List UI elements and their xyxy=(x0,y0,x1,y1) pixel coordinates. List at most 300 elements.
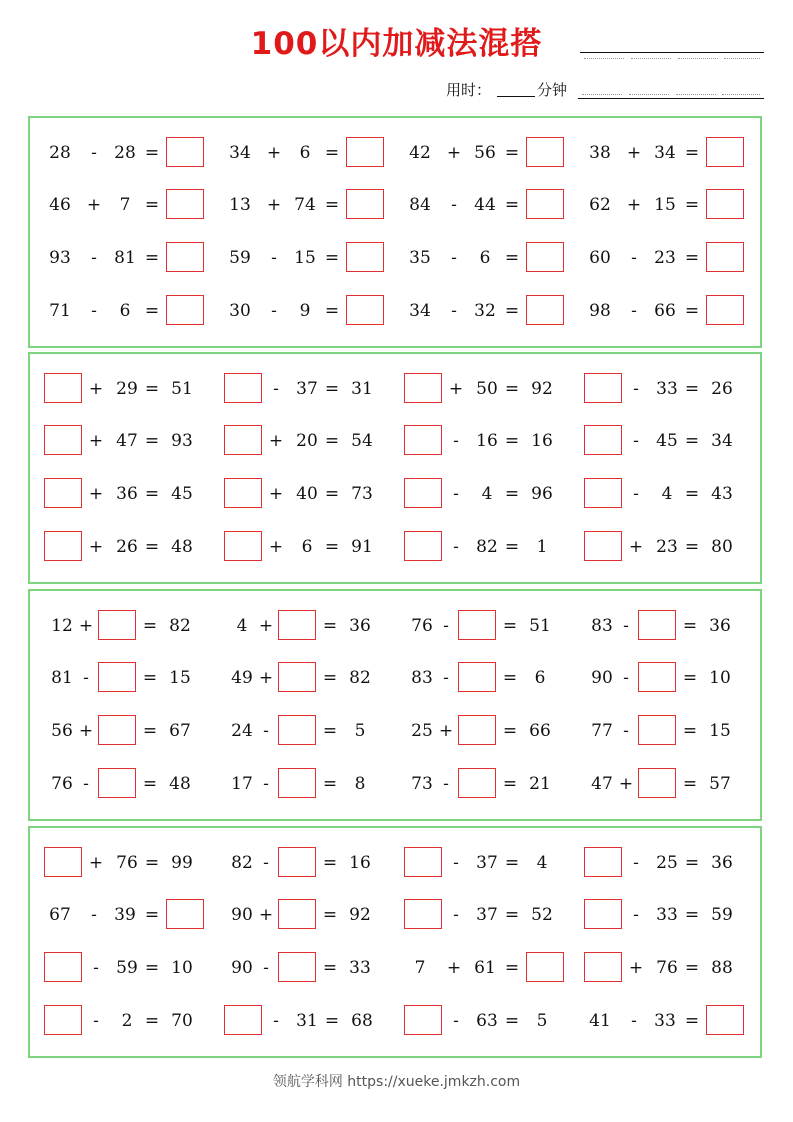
number: 45 xyxy=(171,484,193,504)
number: 50 xyxy=(476,379,498,399)
problem-row xyxy=(30,1005,760,1037)
number: 98 xyxy=(589,301,611,321)
answer-box[interactable] xyxy=(584,478,622,508)
answer-box[interactable] xyxy=(706,189,744,219)
answer-box[interactable] xyxy=(458,662,496,692)
problem-row xyxy=(30,531,760,563)
equation xyxy=(404,847,584,879)
time-unit: 分钟 xyxy=(537,81,568,99)
number: 81 xyxy=(51,668,73,688)
equation xyxy=(224,662,404,694)
answer-box[interactable] xyxy=(458,610,496,640)
number: 70 xyxy=(171,1011,193,1031)
operator: - xyxy=(633,484,639,504)
equals-sign: = xyxy=(504,379,520,399)
operator: + xyxy=(628,958,644,978)
operator: - xyxy=(451,301,457,321)
answer-box[interactable] xyxy=(224,425,262,455)
equation xyxy=(404,531,584,563)
answer-box[interactable] xyxy=(458,768,496,798)
equals-sign: = xyxy=(322,958,338,978)
equals-sign: = xyxy=(504,905,520,925)
equation xyxy=(44,847,224,879)
answer-box[interactable] xyxy=(584,425,622,455)
equation xyxy=(44,295,224,327)
answer-box[interactable] xyxy=(98,662,136,692)
equation xyxy=(224,768,404,800)
number: 5 xyxy=(536,1011,548,1031)
operator: - xyxy=(623,668,629,688)
problem-row xyxy=(30,899,760,931)
problem-row xyxy=(30,662,760,694)
answer-box[interactable] xyxy=(584,373,622,403)
operator: + xyxy=(266,195,282,215)
number: 83 xyxy=(411,668,433,688)
dotted-rule xyxy=(584,58,624,59)
number: 4 xyxy=(661,484,673,504)
operator: - xyxy=(443,774,449,794)
equation xyxy=(584,768,764,800)
number: 81 xyxy=(114,248,136,268)
answer-box[interactable] xyxy=(224,531,262,561)
number: 76 xyxy=(411,616,433,636)
answer-box[interactable] xyxy=(166,189,204,219)
equation xyxy=(224,425,404,457)
answer-box[interactable] xyxy=(346,189,384,219)
problem-row xyxy=(30,478,760,510)
equation xyxy=(224,531,404,563)
equals-sign: = xyxy=(504,853,520,873)
operator: + xyxy=(86,195,102,215)
number: 51 xyxy=(529,616,551,636)
answer-box[interactable] xyxy=(278,899,316,929)
equation xyxy=(404,899,584,931)
equation xyxy=(584,373,764,405)
equals-sign: = xyxy=(322,905,338,925)
equation xyxy=(224,373,404,405)
operator: + xyxy=(446,143,462,163)
answer-box[interactable] xyxy=(584,952,622,982)
equation xyxy=(224,478,404,510)
number: 6 xyxy=(534,668,546,688)
number: 31 xyxy=(351,379,373,399)
answer-box[interactable] xyxy=(98,715,136,745)
number: 73 xyxy=(351,484,373,504)
dotted-rule xyxy=(676,94,716,95)
answer-box[interactable] xyxy=(278,662,316,692)
operator: + xyxy=(268,484,284,504)
number: 67 xyxy=(169,721,191,741)
number: 48 xyxy=(169,774,191,794)
operator: - xyxy=(271,301,277,321)
answer-box[interactable] xyxy=(44,952,82,982)
number: 37 xyxy=(296,379,318,399)
number: 74 xyxy=(294,195,316,215)
equation xyxy=(224,242,404,274)
operator: + xyxy=(626,143,642,163)
dotted-rule xyxy=(722,94,760,95)
equals-sign: = xyxy=(144,301,160,321)
answer-box[interactable] xyxy=(44,847,82,877)
number: 60 xyxy=(589,248,611,268)
dotted-rule xyxy=(631,58,671,59)
equals-sign: = xyxy=(324,537,340,557)
equals-sign: = xyxy=(144,537,160,557)
answer-box[interactable] xyxy=(166,295,204,325)
answer-box[interactable] xyxy=(526,295,564,325)
equation xyxy=(44,531,224,563)
operator: + xyxy=(258,668,274,688)
number: 20 xyxy=(296,431,318,451)
answer-box[interactable] xyxy=(166,899,204,929)
number: 90 xyxy=(231,958,253,978)
operator: - xyxy=(83,668,89,688)
problem-row xyxy=(30,373,760,405)
equation xyxy=(44,189,224,221)
equals-sign: = xyxy=(144,958,160,978)
equals-sign: = xyxy=(684,143,700,163)
operator: + xyxy=(258,905,274,925)
number: 62 xyxy=(589,195,611,215)
number: 91 xyxy=(351,537,373,557)
number: 82 xyxy=(169,616,191,636)
number: 16 xyxy=(349,853,371,873)
equals-sign: = xyxy=(504,431,520,451)
number: 5 xyxy=(354,721,366,741)
operator: - xyxy=(263,958,269,978)
equals-sign: = xyxy=(144,905,160,925)
operator: - xyxy=(271,248,277,268)
number: 36 xyxy=(709,616,731,636)
equals-sign: = xyxy=(504,537,520,557)
answer-box[interactable] xyxy=(278,610,316,640)
equation xyxy=(584,847,764,879)
number: 59 xyxy=(229,248,251,268)
equals-sign: = xyxy=(504,195,520,215)
number: 82 xyxy=(231,853,253,873)
answer-box[interactable] xyxy=(526,242,564,272)
time-blank[interactable] xyxy=(497,96,535,97)
number: 36 xyxy=(349,616,371,636)
equals-sign: = xyxy=(684,195,700,215)
number: 51 xyxy=(171,379,193,399)
answer-box[interactable] xyxy=(44,531,82,561)
time-line[interactable] xyxy=(578,98,764,99)
number: 4 xyxy=(536,853,548,873)
equation xyxy=(404,952,584,984)
operator: - xyxy=(451,248,457,268)
number: 68 xyxy=(351,1011,373,1031)
operator: - xyxy=(93,958,99,978)
equation xyxy=(224,899,404,931)
number: 29 xyxy=(116,379,138,399)
number: 99 xyxy=(171,853,193,873)
number: 41 xyxy=(589,1011,611,1031)
number: 26 xyxy=(116,537,138,557)
answer-box[interactable] xyxy=(404,478,442,508)
answer-box[interactable] xyxy=(404,1005,442,1035)
number: 48 xyxy=(171,537,193,557)
number: 25 xyxy=(656,853,678,873)
equation xyxy=(44,899,224,931)
equation xyxy=(224,189,404,221)
operator: - xyxy=(451,195,457,215)
answer-box[interactable] xyxy=(638,610,676,640)
answer-box[interactable] xyxy=(584,847,622,877)
answer-box[interactable] xyxy=(404,899,442,929)
number: 77 xyxy=(591,721,613,741)
equals-sign: = xyxy=(502,721,518,741)
answer-box[interactable] xyxy=(346,137,384,167)
number: 49 xyxy=(231,668,253,688)
number: 59 xyxy=(711,905,733,925)
number: 34 xyxy=(229,143,251,163)
number: 39 xyxy=(114,905,136,925)
answer-box[interactable] xyxy=(706,137,744,167)
number: 52 xyxy=(531,905,553,925)
answer-box[interactable] xyxy=(404,531,442,561)
number: 6 xyxy=(479,248,491,268)
operator: - xyxy=(263,853,269,873)
answer-box[interactable] xyxy=(526,137,564,167)
answer-box[interactable] xyxy=(278,952,316,982)
answer-box[interactable] xyxy=(458,715,496,745)
equation xyxy=(584,189,764,221)
number: 36 xyxy=(711,853,733,873)
equals-sign: = xyxy=(504,301,520,321)
equation xyxy=(44,952,224,984)
operator: - xyxy=(453,431,459,451)
equals-sign: = xyxy=(322,774,338,794)
equation xyxy=(404,189,584,221)
number: 76 xyxy=(51,774,73,794)
equals-sign: = xyxy=(684,484,700,504)
equals-sign: = xyxy=(682,774,698,794)
number: 82 xyxy=(476,537,498,557)
number: 7 xyxy=(414,958,426,978)
operator: - xyxy=(83,774,89,794)
problem-section xyxy=(28,352,762,584)
answer-box[interactable] xyxy=(706,242,744,272)
operator: + xyxy=(448,379,464,399)
equals-sign: = xyxy=(684,958,700,978)
equals-sign: = xyxy=(324,1011,340,1031)
equation xyxy=(224,847,404,879)
number: 67 xyxy=(49,905,71,925)
answer-box[interactable] xyxy=(638,662,676,692)
number: 31 xyxy=(296,1011,318,1031)
equation xyxy=(224,715,404,747)
equals-sign: = xyxy=(322,668,338,688)
name-line[interactable] xyxy=(580,52,764,53)
equation xyxy=(584,425,764,457)
equals-sign: = xyxy=(322,616,338,636)
answer-box[interactable] xyxy=(346,295,384,325)
number: 15 xyxy=(654,195,676,215)
equation xyxy=(584,531,764,563)
answer-box[interactable] xyxy=(346,242,384,272)
number: 47 xyxy=(116,431,138,451)
answer-box[interactable] xyxy=(404,425,442,455)
answer-box[interactable] xyxy=(638,715,676,745)
answer-box[interactable] xyxy=(224,478,262,508)
equation xyxy=(584,952,764,984)
equals-sign: = xyxy=(144,484,160,504)
equals-sign: = xyxy=(324,379,340,399)
equals-sign: = xyxy=(144,379,160,399)
answer-box[interactable] xyxy=(404,847,442,877)
answer-box[interactable] xyxy=(166,137,204,167)
operator: + xyxy=(268,431,284,451)
number: 33 xyxy=(656,905,678,925)
number: 34 xyxy=(654,143,676,163)
operator: + xyxy=(78,721,94,741)
answer-box[interactable] xyxy=(706,295,744,325)
problem-row xyxy=(30,425,760,457)
number: 15 xyxy=(294,248,316,268)
equals-sign: = xyxy=(322,721,338,741)
dotted-rule xyxy=(724,58,760,59)
operator: - xyxy=(623,721,629,741)
answer-box[interactable] xyxy=(166,242,204,272)
operator: - xyxy=(91,248,97,268)
number: 6 xyxy=(301,537,313,557)
equals-sign: = xyxy=(682,721,698,741)
operator: - xyxy=(263,774,269,794)
equals-sign: = xyxy=(684,853,700,873)
number: 15 xyxy=(169,668,191,688)
equals-sign: = xyxy=(144,1011,160,1031)
number: 10 xyxy=(171,958,193,978)
operator: - xyxy=(453,537,459,557)
equals-sign: = xyxy=(684,537,700,557)
equation xyxy=(404,137,584,169)
equation xyxy=(404,425,584,457)
answer-box[interactable] xyxy=(44,478,82,508)
equation xyxy=(44,478,224,510)
problem-row xyxy=(30,242,760,274)
number: 34 xyxy=(711,431,733,451)
equation xyxy=(404,768,584,800)
operator: + xyxy=(266,143,282,163)
equation xyxy=(224,137,404,169)
operator: - xyxy=(631,301,637,321)
operator: - xyxy=(91,301,97,321)
answer-box[interactable] xyxy=(98,768,136,798)
equation xyxy=(44,662,224,694)
answer-box[interactable] xyxy=(706,1005,744,1035)
answer-box[interactable] xyxy=(638,768,676,798)
number: 36 xyxy=(116,484,138,504)
answer-box[interactable] xyxy=(584,531,622,561)
number: 1 xyxy=(536,537,548,557)
equals-sign: = xyxy=(324,143,340,163)
operator: - xyxy=(633,431,639,451)
number: 17 xyxy=(231,774,253,794)
operator: + xyxy=(88,379,104,399)
number: 42 xyxy=(409,143,431,163)
answer-box[interactable] xyxy=(526,952,564,982)
operator: + xyxy=(88,537,104,557)
answer-box[interactable] xyxy=(278,768,316,798)
problem-section xyxy=(28,589,762,821)
equation xyxy=(584,715,764,747)
number: 25 xyxy=(411,721,433,741)
operator: - xyxy=(453,853,459,873)
number: 71 xyxy=(49,301,71,321)
number: 28 xyxy=(49,143,71,163)
equals-sign: = xyxy=(324,195,340,215)
equals-sign: = xyxy=(324,484,340,504)
answer-box[interactable] xyxy=(278,715,316,745)
answer-box[interactable] xyxy=(404,373,442,403)
operator: - xyxy=(633,853,639,873)
answer-box[interactable] xyxy=(278,847,316,877)
answer-box[interactable] xyxy=(44,373,82,403)
number: 34 xyxy=(409,301,431,321)
number: 93 xyxy=(171,431,193,451)
equals-sign: = xyxy=(144,248,160,268)
operator: + xyxy=(628,537,644,557)
equals-sign: = xyxy=(144,195,160,215)
equation xyxy=(404,1005,584,1037)
number: 21 xyxy=(529,774,551,794)
answer-box[interactable] xyxy=(44,425,82,455)
number: 23 xyxy=(654,248,676,268)
operator: + xyxy=(268,537,284,557)
answer-box[interactable] xyxy=(584,899,622,929)
answer-box[interactable] xyxy=(526,189,564,219)
equals-sign: = xyxy=(144,143,160,163)
equation xyxy=(44,715,224,747)
number: 61 xyxy=(474,958,496,978)
number: 8 xyxy=(354,774,366,794)
operator: - xyxy=(273,379,279,399)
equation xyxy=(44,242,224,274)
equals-sign: = xyxy=(322,853,338,873)
equals-sign: = xyxy=(504,958,520,978)
equals-sign: = xyxy=(504,1011,520,1031)
equals-sign: = xyxy=(502,616,518,636)
number: 93 xyxy=(49,248,71,268)
equals-sign: = xyxy=(502,668,518,688)
number: 26 xyxy=(711,379,733,399)
number: 90 xyxy=(591,668,613,688)
answer-box[interactable] xyxy=(98,610,136,640)
number: 38 xyxy=(589,143,611,163)
equals-sign: = xyxy=(504,143,520,163)
equals-sign: = xyxy=(504,484,520,504)
problem-row xyxy=(30,610,760,642)
answer-box[interactable] xyxy=(44,1005,82,1035)
operator: + xyxy=(88,853,104,873)
operator: - xyxy=(443,616,449,636)
operator: - xyxy=(93,1011,99,1031)
answer-box[interactable] xyxy=(224,1005,262,1035)
number: 46 xyxy=(49,195,71,215)
number: 43 xyxy=(711,484,733,504)
operator: - xyxy=(453,1011,459,1031)
answer-box[interactable] xyxy=(224,373,262,403)
number: 47 xyxy=(591,774,613,794)
number: 90 xyxy=(231,905,253,925)
equals-sign: = xyxy=(502,774,518,794)
number: 15 xyxy=(709,721,731,741)
operator: - xyxy=(91,905,97,925)
problem-row xyxy=(30,715,760,747)
operator: + xyxy=(438,721,454,741)
equals-sign: = xyxy=(684,379,700,399)
